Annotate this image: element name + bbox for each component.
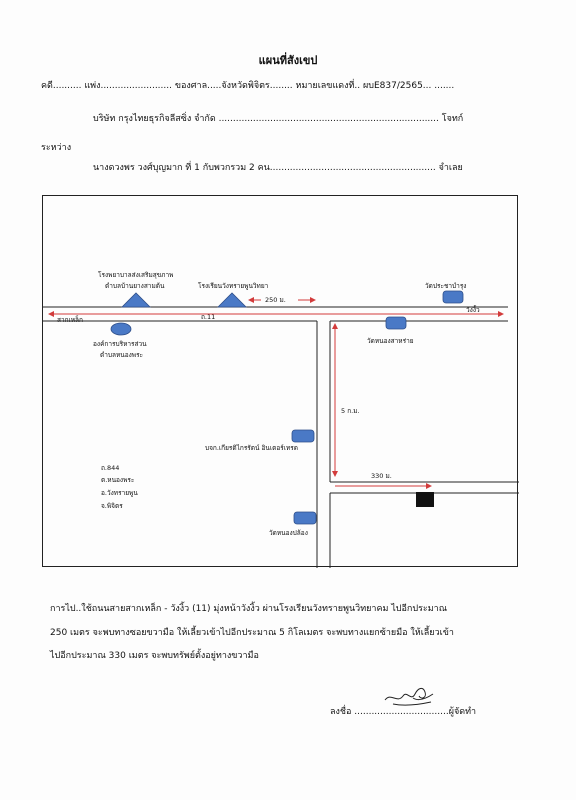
address-province: จ.พิจิตร bbox=[101, 502, 123, 510]
address-subdistrict: ต.หนองพระ bbox=[101, 476, 135, 484]
temple-nongsakae-marker bbox=[386, 317, 406, 329]
temple-nongplalong-marker bbox=[294, 512, 316, 524]
hospital-marker bbox=[122, 293, 150, 307]
right-direction-label: วังงิ้ว bbox=[466, 306, 480, 314]
temple-nongsakae-label: วัดหนองสาหร่าย bbox=[367, 337, 414, 345]
left-direction-label: สากเหล็ก bbox=[57, 316, 83, 324]
org-label-1: องค์การบริหารส่วน bbox=[93, 340, 147, 348]
org-label-2: ตำบลหนองพระ bbox=[100, 351, 144, 359]
sketch-map bbox=[42, 195, 518, 567]
distance-250-label: 250 ม. bbox=[265, 296, 286, 304]
company-label: บจก.เกียรติไกรรัตน์ อินเตอร์เทรด bbox=[205, 444, 298, 452]
road-name-label: ถ.11 bbox=[201, 313, 216, 321]
directions-line-2: 250 เมตร จะพบทางซอยขวามือ ให้เลี้ยวเข้าไปอีกประมาณ 5 กิโลเมตร จะพบทางแยกซ้ายมือ ให้เลี้ยวเข้า bbox=[50, 628, 454, 638]
signature-mark bbox=[383, 682, 441, 708]
hospital-label-2: ตำบลบ้านยางสามต้น bbox=[105, 282, 165, 290]
temple-prachabamrung-label: วัดประชาบำรุง bbox=[425, 282, 467, 290]
signature-line: ลงชื่อ .................................ผู้จัดทำ bbox=[330, 707, 477, 717]
between-label: ระหว่าง bbox=[41, 143, 72, 153]
school-marker bbox=[218, 293, 246, 307]
directions-line-1: การไป..ใช้ถนนสายสากเหล็ก - วังงิ้ว (11) มุ่งหน้าวังงิ้ว ผ่านโรงเรียนวังทรายพูนวิทยาคม ไปอีกประมาณ bbox=[50, 604, 448, 614]
property-marker bbox=[416, 492, 434, 507]
distance-5km-label: 5 ก.ม. bbox=[341, 407, 360, 415]
org-marker bbox=[111, 323, 131, 335]
case-line: คดี.......... แพ่ง......................... ของศาล.....จังหวัดพิจิตร........ หมายเลขแดงที่.. ผบE837/2565... ....... bbox=[41, 81, 455, 91]
map-drawing bbox=[43, 196, 519, 568]
school-label: โรงเรียนวังทรายพูนวิทยา bbox=[198, 282, 269, 290]
temple-nongplalong-label: วัดหนองปล้อง bbox=[269, 529, 308, 537]
address-district: อ.วังทรายพูน bbox=[101, 489, 138, 497]
address-road: ถ.844 bbox=[101, 464, 120, 472]
directions-line-3: ไปอีกประมาณ 330 เมตร จะพบทรัพย์ตั้งอยู่ทางขวามือ bbox=[50, 651, 259, 661]
distance-330-label: 330 ม. bbox=[371, 472, 392, 480]
temple-prachabamrung-marker bbox=[443, 291, 463, 303]
plaintiff-line: บริษัท กรุงไทยธุรกิจลีสซิ่ง จำกัด ............................................................................. โจทก์ bbox=[93, 114, 464, 124]
hospital-label-1: โรงพยาบาลส่งเสริมสุขภาพ bbox=[98, 271, 174, 279]
defendant-line: นางดวงพร วงศ์บุญมาก ที่ 1 กับพวกรวม 2 คน.......................................................... จำเลย bbox=[93, 163, 463, 173]
document-title: แผนที่สังเขป bbox=[258, 54, 318, 67]
company-marker bbox=[292, 430, 314, 442]
